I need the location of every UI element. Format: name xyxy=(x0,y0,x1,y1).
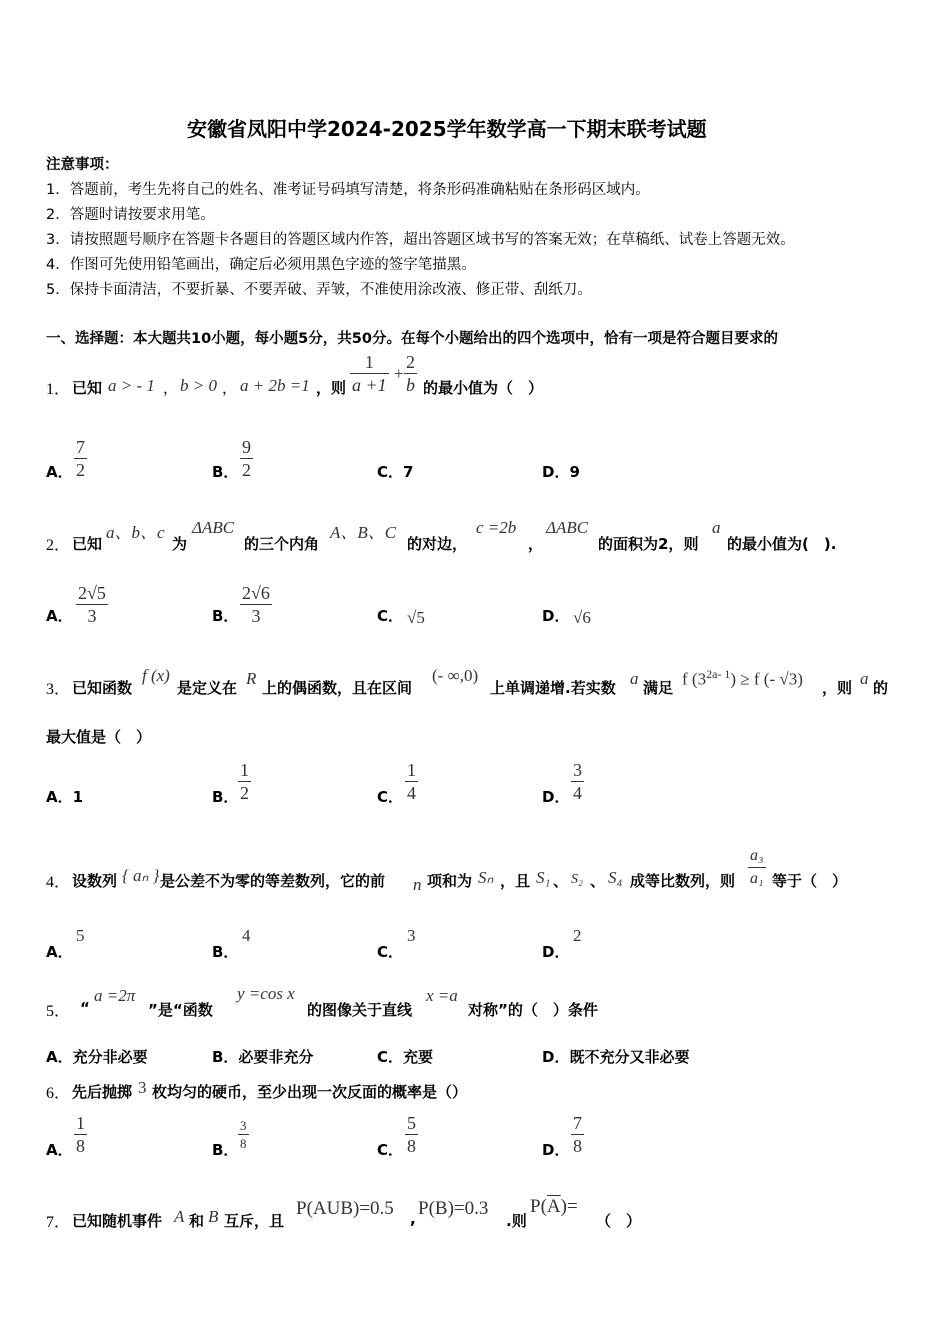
question-text: 的三个内角 xyxy=(244,535,320,553)
overline-a: $\overline{A}$ xyxy=(546,1196,561,1217)
question-text: 已知 xyxy=(72,379,103,397)
notice-item: 1．答题前，考生先将自己的姓名、准考证号码填写清楚，将条形码准确粘贴在条形码区域内。 xyxy=(46,182,650,198)
math-expression: a xyxy=(860,669,869,688)
math-expression: (- ∞,0) xyxy=(432,666,479,685)
option-c: C．充要 xyxy=(377,1048,434,1066)
question-text: 已知随机事件 xyxy=(72,1212,163,1230)
question-text: 的对边， xyxy=(407,535,468,553)
option-b: B．必要非充分 xyxy=(212,1048,314,1066)
fraction xyxy=(350,351,389,396)
math-expression xyxy=(682,667,803,690)
math-expression: a xyxy=(630,669,639,688)
question-number: 1． xyxy=(46,381,71,398)
option-c: C． xyxy=(377,943,404,961)
question-number: 4． xyxy=(46,874,71,891)
question-text: 满足 xyxy=(643,679,674,697)
option-d: D．9 xyxy=(542,463,580,481)
fraction xyxy=(748,845,766,890)
punctuation: , xyxy=(410,1210,416,1228)
section-heading: 一、选择题：本大题共10小题，每小题5分，共50分。在每个小题给出的四个选项中，恰有一项是符合题目要求的 xyxy=(46,331,778,347)
option-c: C． xyxy=(377,1141,404,1159)
math-expression: S₂ xyxy=(571,872,583,887)
math-expression: A xyxy=(174,1207,185,1226)
denominator: 8 xyxy=(240,1136,247,1151)
math-part: )= xyxy=(560,1196,578,1217)
fraction xyxy=(405,1112,418,1157)
question-text: 的最小值为（ ） xyxy=(423,379,544,397)
math-expression: b > 0 xyxy=(180,376,217,395)
option-value: 2 xyxy=(573,926,582,945)
punctuation: 、 xyxy=(553,872,569,890)
math-expression: Sₙ xyxy=(478,868,494,887)
denominator: 2 xyxy=(76,460,85,480)
math-expression: n xyxy=(413,875,422,894)
notice-item: 2．答题时请按要求用笔。 xyxy=(46,207,215,223)
math-part: P( xyxy=(530,1196,547,1217)
fraction xyxy=(240,582,272,627)
math-expression: A、B、C xyxy=(330,523,397,542)
math-expression: ΔABC xyxy=(192,518,235,537)
math-expression: x =a xyxy=(426,986,458,1005)
punctuation: ， xyxy=(528,535,544,553)
option-c: C． xyxy=(377,607,404,625)
fraction xyxy=(76,582,108,627)
math-expression: { aₙ } xyxy=(122,866,160,885)
math-expression: a xyxy=(712,518,721,537)
question-text: 项和为 xyxy=(427,872,473,890)
denominator: 8 xyxy=(76,1136,85,1156)
option-b: B． xyxy=(212,788,239,806)
question-text: 成等比数列，则 xyxy=(630,872,736,890)
option-value: 4 xyxy=(242,926,251,945)
numerator: 9 xyxy=(242,437,251,457)
denominator: a +1 xyxy=(352,375,387,395)
denominator: 2 xyxy=(242,460,251,480)
numerator: 5 xyxy=(407,1113,416,1133)
numerator: 1 xyxy=(76,1113,85,1133)
question-text: .则 xyxy=(506,1212,527,1230)
option-a: A．充分非必要 xyxy=(46,1048,148,1066)
math-expression: y =cos x xyxy=(237,984,295,1003)
question-text: ”是“函数 xyxy=(148,1001,213,1019)
question-text: 上单调递增.若实数 xyxy=(490,679,616,697)
question-text: 枚均匀的硬币，至少出现一次反面的概率是（） xyxy=(152,1083,468,1101)
question-text: 已知函数 xyxy=(72,679,133,697)
fraction xyxy=(404,351,417,396)
option-b: B． xyxy=(212,943,239,961)
fraction xyxy=(240,436,253,481)
question-text: 是公差不为零的等差数列，它的前 xyxy=(160,872,386,890)
denominator: a₁ xyxy=(748,867,766,890)
numerator: a₃ xyxy=(750,847,764,864)
math-expression: ΔABC xyxy=(546,518,589,537)
question-number: 3． xyxy=(46,681,71,698)
denominator: 8 xyxy=(573,1136,582,1156)
denominator: 3 xyxy=(76,604,108,627)
option-d: D． xyxy=(542,1141,570,1159)
question-number: 5． xyxy=(46,1003,71,1020)
fraction xyxy=(238,759,251,804)
option-b: B． xyxy=(212,607,239,625)
page-title: 安徽省凤阳中学2024-2025学年数学高一下期末联考试题 xyxy=(187,117,707,141)
math-expression: a + 2b =1 xyxy=(240,376,310,395)
numerator: 7 xyxy=(573,1113,582,1133)
notice-item: 4．作图可先使用铅笔画出，确定后必须用黑色字迹的签字笔描黑。 xyxy=(46,257,476,273)
math-expression: P(AUB)=0.5 xyxy=(296,1198,394,1219)
option-d: D． xyxy=(542,943,570,961)
denominator: 2 xyxy=(240,783,249,803)
question-text: 的 xyxy=(873,679,889,697)
option-b: B． xyxy=(212,463,239,481)
option-a: A．1 xyxy=(46,788,84,806)
question-text: 上的偶函数，且在区间 xyxy=(262,679,413,697)
question-text: 已知 xyxy=(72,535,103,553)
math-expression: c =2b xyxy=(476,518,517,537)
numerator: 7 xyxy=(76,437,85,457)
question-text: 最大值是（ ） xyxy=(46,728,152,746)
math-expression: f (x) xyxy=(142,666,170,685)
numerator: 2√6 xyxy=(242,583,270,603)
option-d: D． xyxy=(542,788,570,806)
numerator: 1 xyxy=(407,760,416,780)
math-expression: 3 xyxy=(138,1078,147,1097)
math-expression: R xyxy=(246,669,257,688)
math-part: f (3 xyxy=(682,669,707,689)
math-expression: √6 xyxy=(573,608,591,627)
numerator: 3 xyxy=(573,760,582,780)
question-text: “ xyxy=(80,999,90,1017)
plus-sign: + xyxy=(394,364,404,383)
option-d: D． xyxy=(542,607,570,625)
question-text: 是定义在 xyxy=(177,679,238,697)
punctuation: ， xyxy=(163,379,179,397)
math-expression: S₁ xyxy=(536,868,551,887)
question-text: 先后抛掷 xyxy=(72,1083,133,1101)
option-value: 3 xyxy=(407,926,416,945)
math-expression: a =2π xyxy=(94,986,136,1005)
question-text: 的面积为2，则 xyxy=(598,535,699,553)
option-b: B． xyxy=(212,1141,239,1159)
denominator: 4 xyxy=(573,783,582,803)
numerator: 3 xyxy=(240,1118,247,1133)
option-value: 5 xyxy=(76,926,85,945)
option-a: A． xyxy=(46,943,73,961)
math-expression: S₄ xyxy=(608,868,623,887)
notice-item: 3．请按照题号顺序在答题卡各题目的答题区域内作答，超出答题区域书写的答案无效；在草稿纸、试卷上答题无效。 xyxy=(46,232,795,248)
question-text: 对称”的（ ）条件 xyxy=(468,1001,598,1019)
question-text: ，则 xyxy=(822,679,853,697)
fraction xyxy=(74,436,87,481)
question-text: ，且 xyxy=(500,872,531,890)
fraction xyxy=(238,1117,249,1152)
option-c: C．7 xyxy=(377,463,414,481)
question-number: 6． xyxy=(46,1085,71,1102)
fraction xyxy=(74,1112,87,1157)
question-text: 和 xyxy=(189,1212,205,1230)
punctuation: 、 xyxy=(590,872,606,890)
denominator: 4 xyxy=(407,783,416,803)
question-text: 的最小值为( ). xyxy=(727,535,837,553)
numerator: 1 xyxy=(364,352,374,372)
numerator: 1 xyxy=(240,760,249,780)
numerator: 2√5 xyxy=(78,583,106,603)
question-text: 为 xyxy=(172,535,188,553)
denominator: 3 xyxy=(240,604,272,627)
option-a: A． xyxy=(46,1141,73,1159)
math-expression xyxy=(530,1196,578,1218)
option-c: C． xyxy=(377,788,404,806)
option-d: D．既不充分又非必要 xyxy=(542,1048,690,1066)
question-text: 的图像关于直线 xyxy=(307,1001,413,1019)
math-expression: B xyxy=(208,1207,219,1226)
numerator: 2 xyxy=(406,352,415,372)
math-expression: a > - 1 xyxy=(108,376,155,395)
notice-item: 5．保持卡面清洁，不要折暴、不要弄破、弄皱，不准使用涂改液、修正带、刮纸刀。 xyxy=(46,282,592,298)
denominator: 8 xyxy=(407,1136,416,1156)
question-text: 等于（ ） xyxy=(772,872,848,890)
punctuation: ， xyxy=(222,379,238,397)
question-text: ，则 xyxy=(316,379,347,397)
denominator: b xyxy=(406,375,415,395)
question-number: 2． xyxy=(46,537,71,554)
notice-heading: 注意事项： xyxy=(46,157,119,173)
question-text: 设数列 xyxy=(72,872,118,890)
fraction xyxy=(571,1112,584,1157)
math-expression: √5 xyxy=(407,608,425,627)
math-part: ) ≥ f (- √3) xyxy=(730,669,803,689)
option-a: A． xyxy=(46,463,73,481)
question-number: 7． xyxy=(46,1214,71,1231)
option-a: A． xyxy=(46,607,73,625)
math-expression: P(B)=0.3 xyxy=(418,1198,489,1219)
math-expression: a、b、c xyxy=(106,523,165,542)
fraction xyxy=(571,759,584,804)
question-text: （ ） xyxy=(596,1212,642,1230)
fraction xyxy=(405,759,418,804)
exponent: 2a- 1 xyxy=(706,667,731,681)
question-text: 互斥，且 xyxy=(224,1212,285,1230)
